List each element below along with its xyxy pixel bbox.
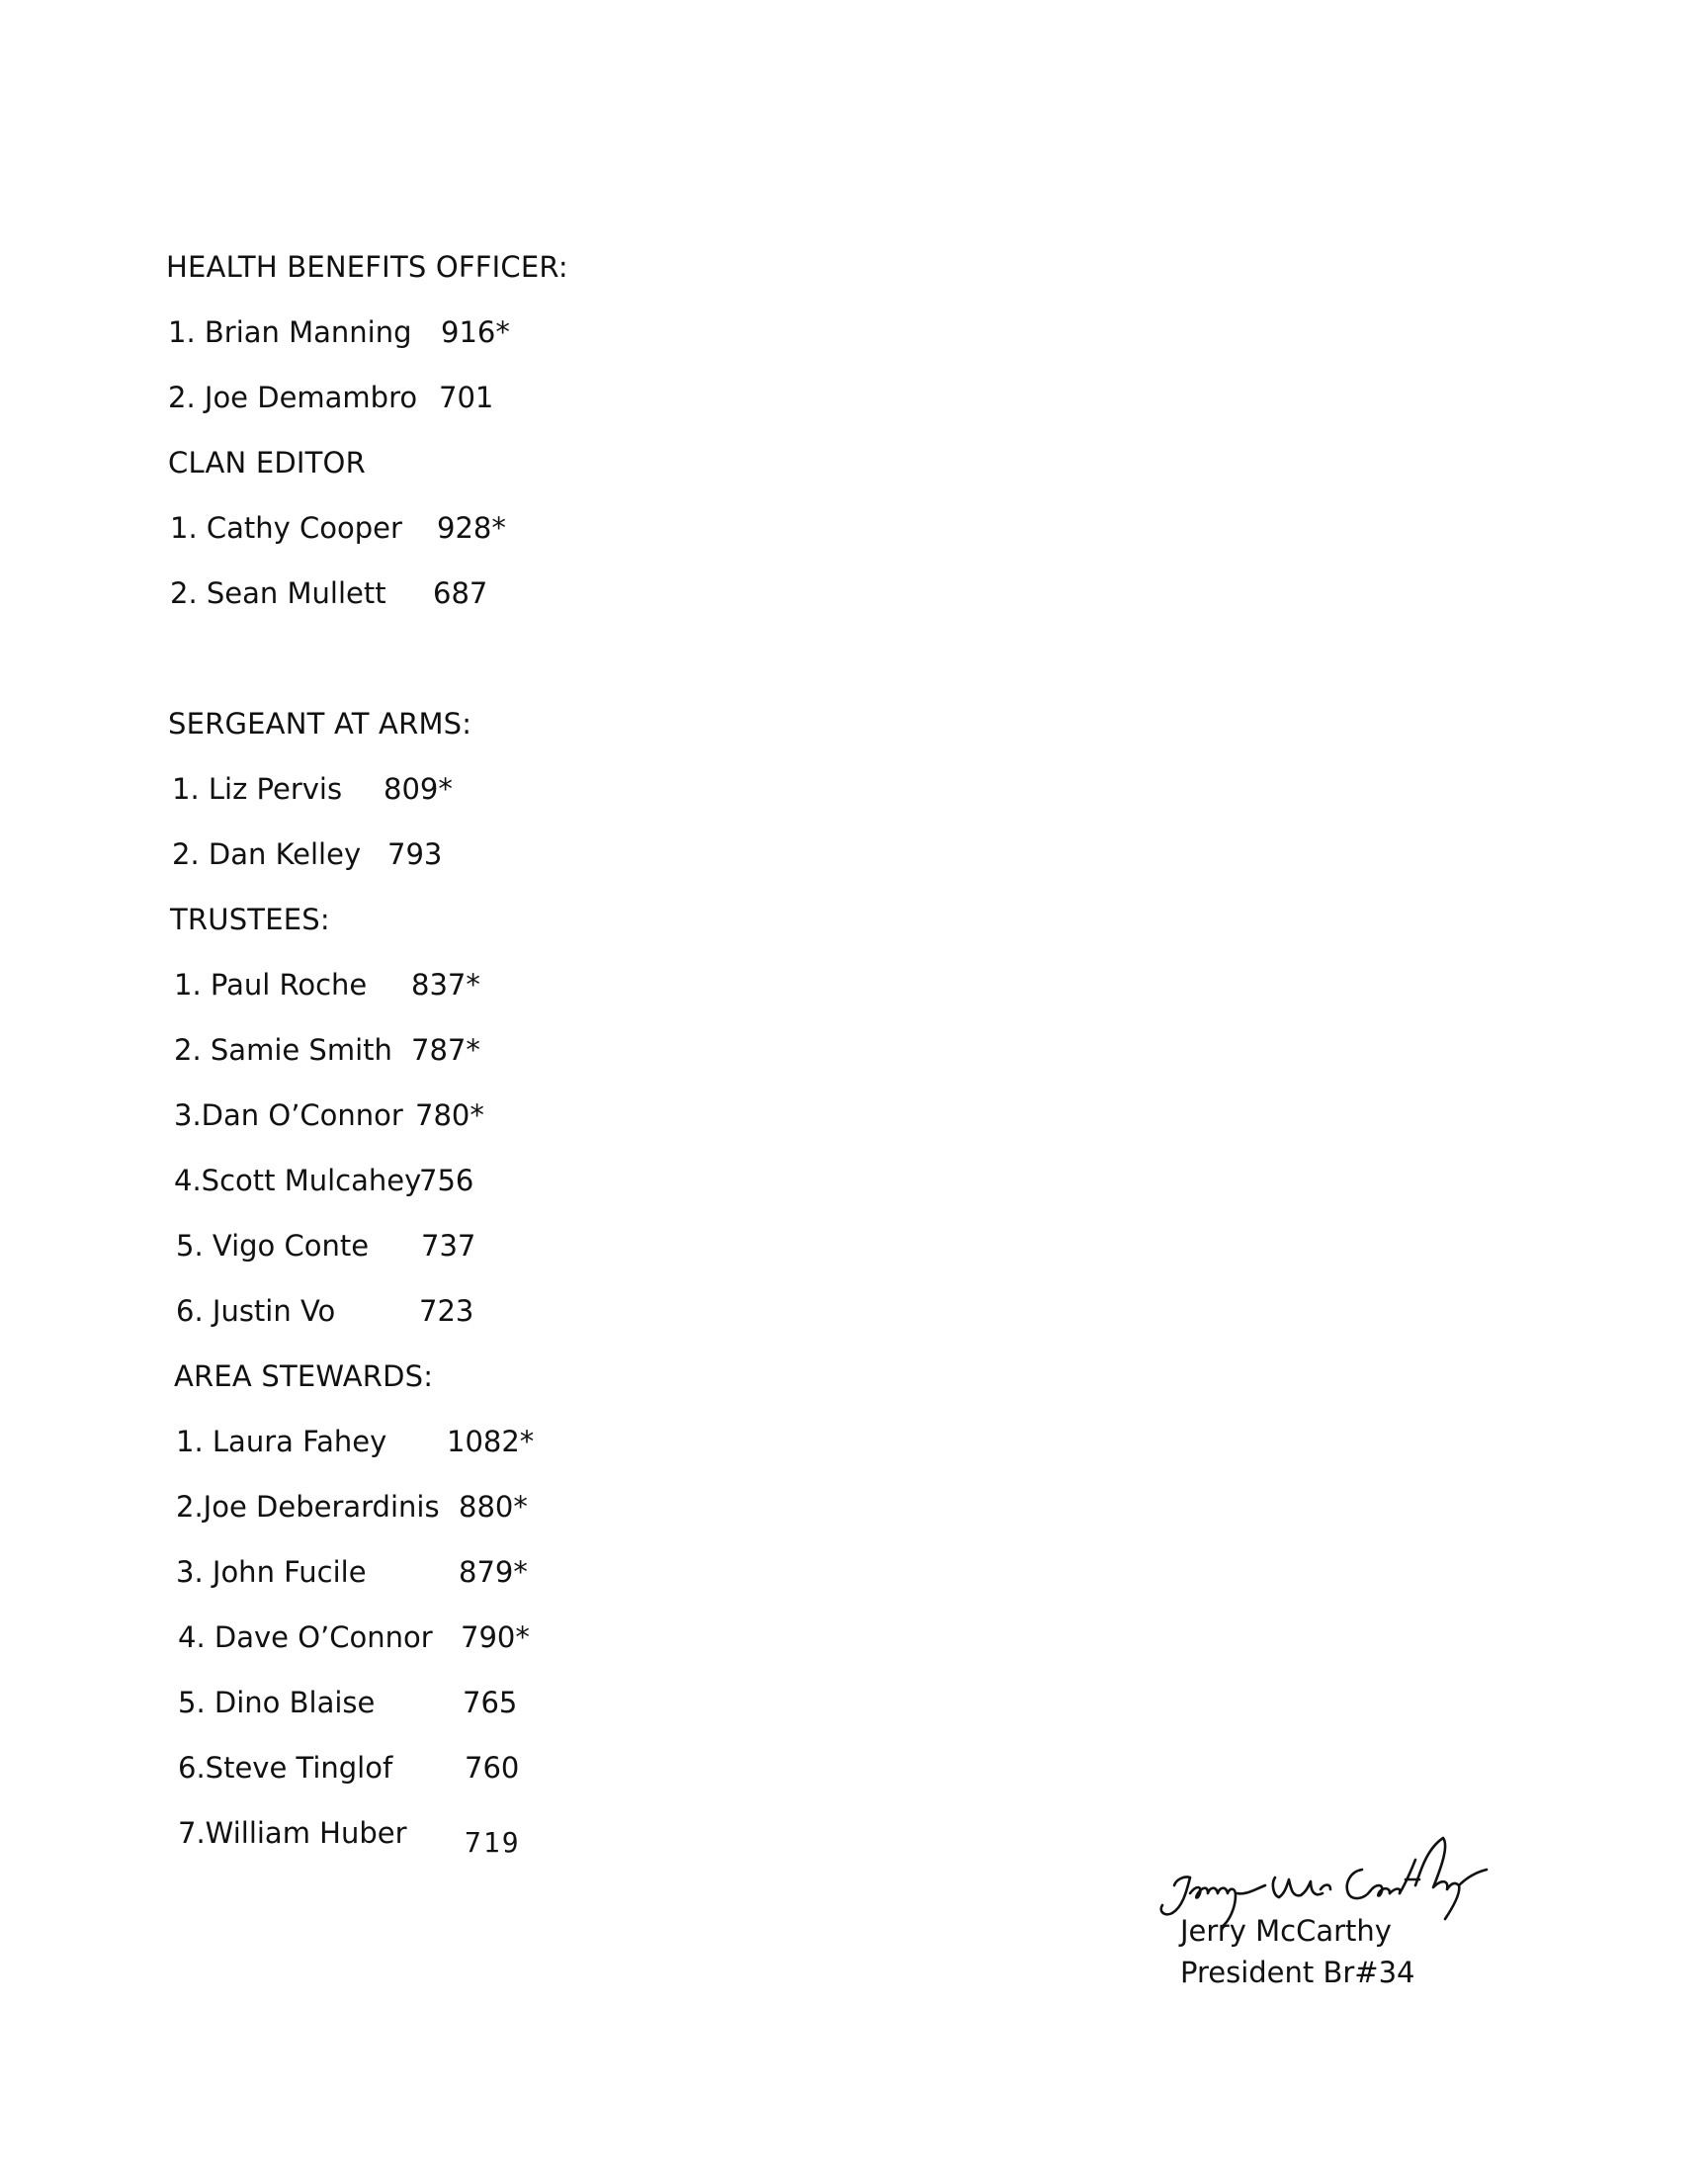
- candidate-votes: 916*: [441, 315, 510, 349]
- candidate-votes: 719: [465, 1826, 521, 1859]
- candidate-votes: 837*: [411, 968, 480, 1002]
- candidate-votes: 1082*: [447, 1425, 535, 1458]
- candidate-votes: 760: [465, 1751, 520, 1785]
- section-heading: TRUSTEES:: [170, 903, 330, 936]
- candidate-row: [170, 769, 858, 834]
- election-results: [166, 247, 858, 1878]
- section-area-stewards: [166, 1356, 858, 1878]
- candidate-name: 6.Steve Tinglof: [178, 1751, 393, 1785]
- candidate-row: [174, 1552, 858, 1617]
- candidate-row: [176, 1813, 858, 1878]
- candidate-name: 2.Joe Deberardinis: [176, 1490, 440, 1524]
- candidate-votes: 928*: [437, 511, 506, 545]
- candidate-name: 2. Sean Mullett: [170, 576, 386, 610]
- signature-block: [1137, 1824, 1552, 2022]
- candidate-votes: 737: [421, 1229, 476, 1263]
- candidate-name: 1. Laura Fahey: [176, 1425, 387, 1458]
- candidate-row: [174, 1487, 858, 1552]
- section-heading: SERGEANT AT ARMS:: [168, 707, 472, 741]
- blank-line: [166, 639, 858, 704]
- candidate-name: 5. Dino Blaise: [178, 1686, 376, 1719]
- candidate-name: 2. Dan Kelley: [172, 837, 362, 871]
- candidate-votes: 793: [387, 837, 443, 871]
- candidate-row: [176, 1683, 858, 1748]
- candidate-votes: 809*: [384, 772, 453, 806]
- candidate-row: [168, 573, 858, 639]
- candidate-name: 4.Scott Mulcahey: [174, 1164, 422, 1197]
- candidate-row: [174, 1226, 858, 1291]
- candidate-name: 1. Liz Pervis: [172, 772, 343, 806]
- candidate-votes: 880*: [459, 1490, 528, 1524]
- candidate-row: [174, 1291, 858, 1356]
- candidate-row: [168, 508, 858, 573]
- candidate-name: 2. Samie Smith: [174, 1033, 392, 1067]
- candidate-votes: 723: [419, 1294, 474, 1328]
- candidate-name: 5. Vigo Conte: [176, 1229, 370, 1263]
- candidate-name: 3.Dan O’Connor: [174, 1098, 403, 1132]
- candidate-row: [174, 1422, 858, 1487]
- candidate-row: [166, 378, 858, 443]
- candidate-name: 1. Cathy Cooper: [170, 511, 402, 545]
- section-heading: HEALTH BENEFITS OFFICER:: [166, 250, 568, 284]
- section-heading: CLAN EDITOR: [168, 446, 366, 480]
- candidate-votes: 765: [463, 1686, 518, 1719]
- candidate-row: [172, 1161, 858, 1226]
- candidate-name: 3. John Fucile: [176, 1555, 367, 1589]
- candidate-row: [170, 834, 858, 900]
- signatory-title: President Br#34: [1180, 1956, 1415, 1989]
- section-health-benefits-officer: [166, 247, 858, 443]
- candidate-votes: 701: [439, 381, 494, 414]
- section-sergeant-at-arms: [166, 704, 858, 900]
- candidate-name: 1. Paul Roche: [174, 968, 368, 1002]
- candidate-row: [176, 1617, 858, 1683]
- candidate-name: 1. Brian Manning: [168, 315, 412, 349]
- candidate-votes: 780*: [415, 1098, 484, 1132]
- candidate-votes: 879*: [459, 1555, 528, 1589]
- candidate-row: [172, 1030, 858, 1095]
- candidate-name: 7.William Huber: [178, 1816, 407, 1850]
- candidate-name: 4. Dave O’Connor: [178, 1620, 433, 1654]
- candidate-votes: 787*: [411, 1033, 480, 1067]
- candidate-row: [172, 965, 858, 1030]
- signatory-name: Jerry McCarthy: [1180, 1914, 1392, 1948]
- candidate-votes: 687: [433, 576, 488, 610]
- section-trustees: [166, 900, 858, 1356]
- section-heading: AREA STEWARDS:: [174, 1359, 434, 1393]
- candidate-row: [172, 1095, 858, 1161]
- candidate-votes: 790*: [461, 1620, 530, 1654]
- candidate-name: 6. Justin Vo: [176, 1294, 336, 1328]
- candidate-row: [166, 312, 858, 378]
- section-clan-editor: [166, 443, 858, 639]
- candidate-name: 2. Joe Demambro: [168, 381, 418, 414]
- candidate-votes: 756: [419, 1164, 474, 1197]
- candidate-row: [176, 1748, 858, 1813]
